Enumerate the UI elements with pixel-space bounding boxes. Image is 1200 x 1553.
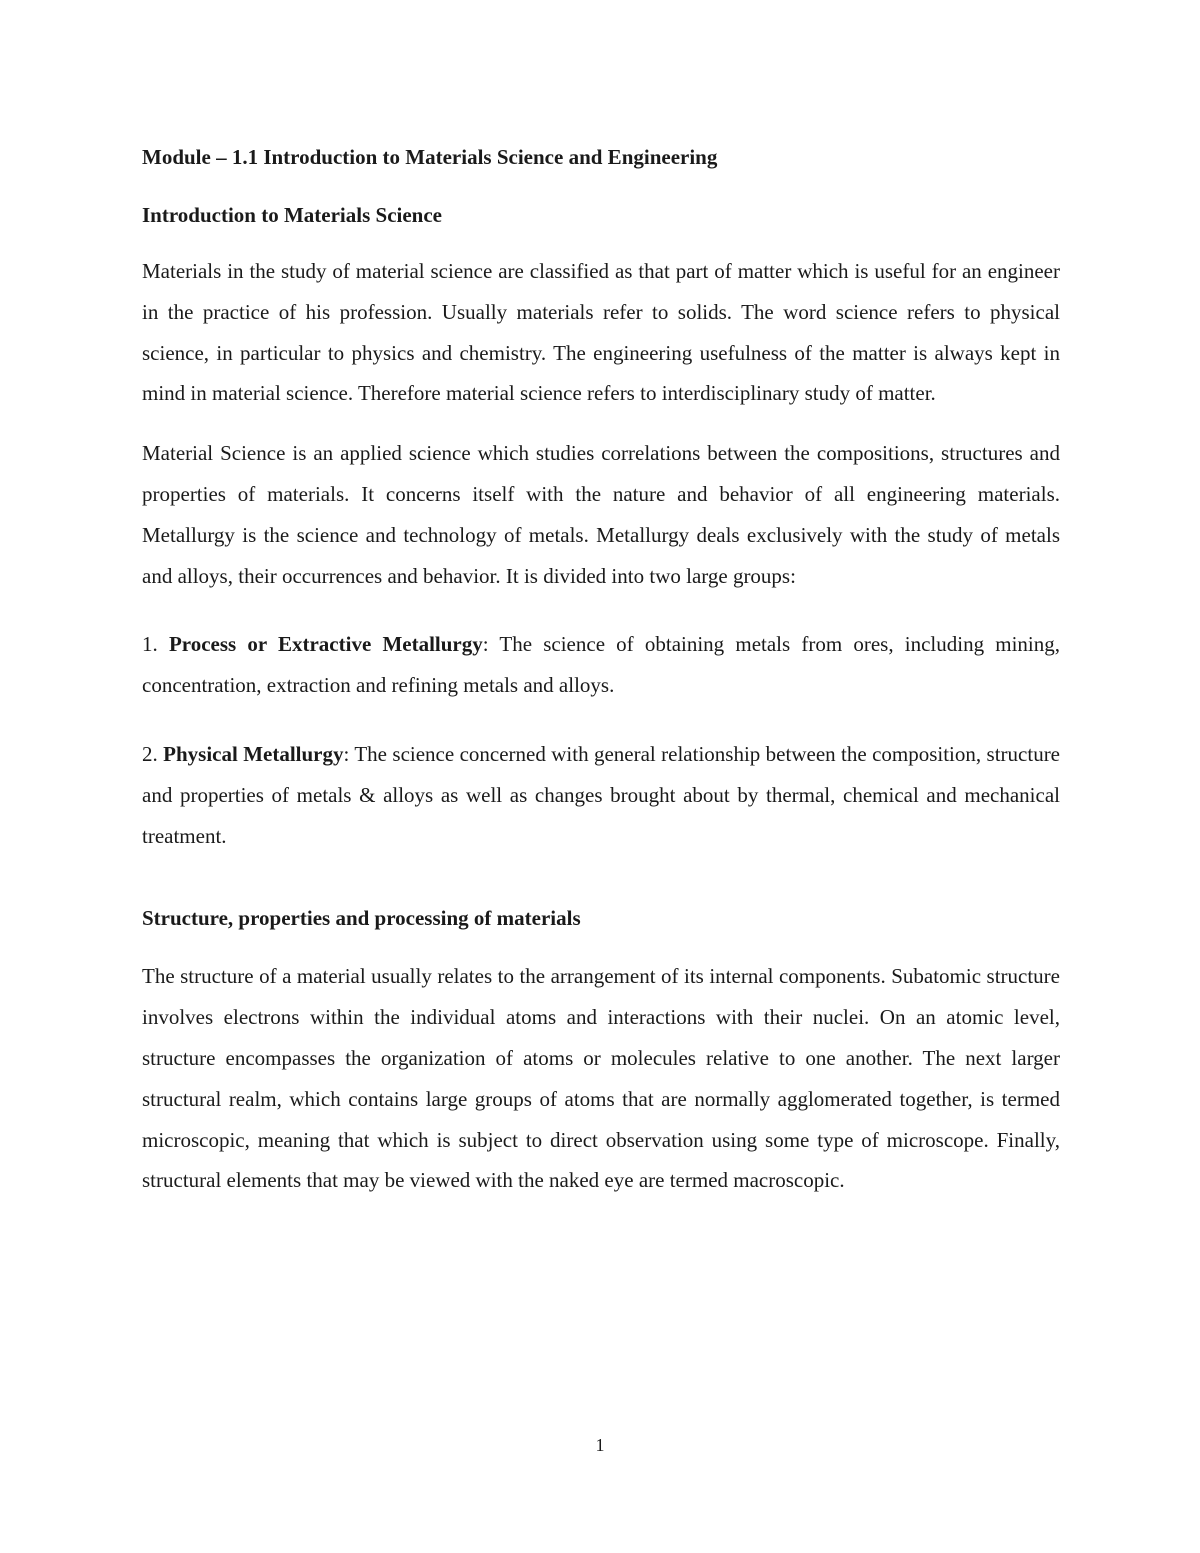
page-number: 1 — [595, 1435, 605, 1455]
list-item-number: 2. — [142, 741, 158, 766]
section-heading: Structure, properties and processing of materials — [142, 906, 581, 931]
page-content — [142, 141, 1060, 1201]
paragraph-3: The structure of a material usually relates to the arrangement of its internal components. Subatomic structure involves electrons within the individual atoms and interactions with their nuclei. On an atomic level, structure encompasses the organization of atoms or molecules relative to one another. The next larger structural realm, which contains large groups of atoms that are normally agglomerated together, is termed microscopic, meaning that which is subject to direct observation using some type of microscope. Finally, structural elements that may be viewed with the naked eye are termed macroscopic. — [142, 964, 1060, 1193]
intro-heading: Introduction to Materials Science — [142, 203, 442, 227]
list-item-number: 1. — [142, 632, 158, 657]
list-item — [142, 734, 1060, 856]
list-item-description: : The science of obtaining metals from ores, including mining, concentration, extraction and refining metals and alloys. — [142, 632, 1061, 698]
list-item-description: : The science concerned with general relationship between the composition, structure and properties of metals & alloys as well as changes brought about by thermal, chemical and mechanical treatment. — [142, 741, 1061, 848]
paragraph-2: Material Science is an applied science which studies correlations between the compositions, structures and properties of materials. It concerns itself with the nature and behavior of all engineering materials. Metallurgy is the science and technology of metals. Metallurgy deals exclusively with the study of metals and alloys, their occurrences and behavior. It is divided into two large groups: — [142, 441, 1060, 588]
module-title: Module – 1.1 Introduction to Materials Science and Engineering — [142, 145, 718, 169]
list-item-term: Physical Metallurgy — [163, 741, 344, 766]
list-item — [142, 624, 1060, 706]
list-item-term: Process or Extractive Metallurgy — [168, 632, 483, 657]
paragraph-1: Materials in the study of material science are classified as that part of matter which is useful for an engineer in the practice of his profession. Usually materials refer to solids. The word science refers to physical science, in particular to physics and chemistry. The engineering usefulness of the matter is always kept in mind in material science. Therefore material science refers to interdisciplinary study of matter. — [142, 259, 1060, 406]
